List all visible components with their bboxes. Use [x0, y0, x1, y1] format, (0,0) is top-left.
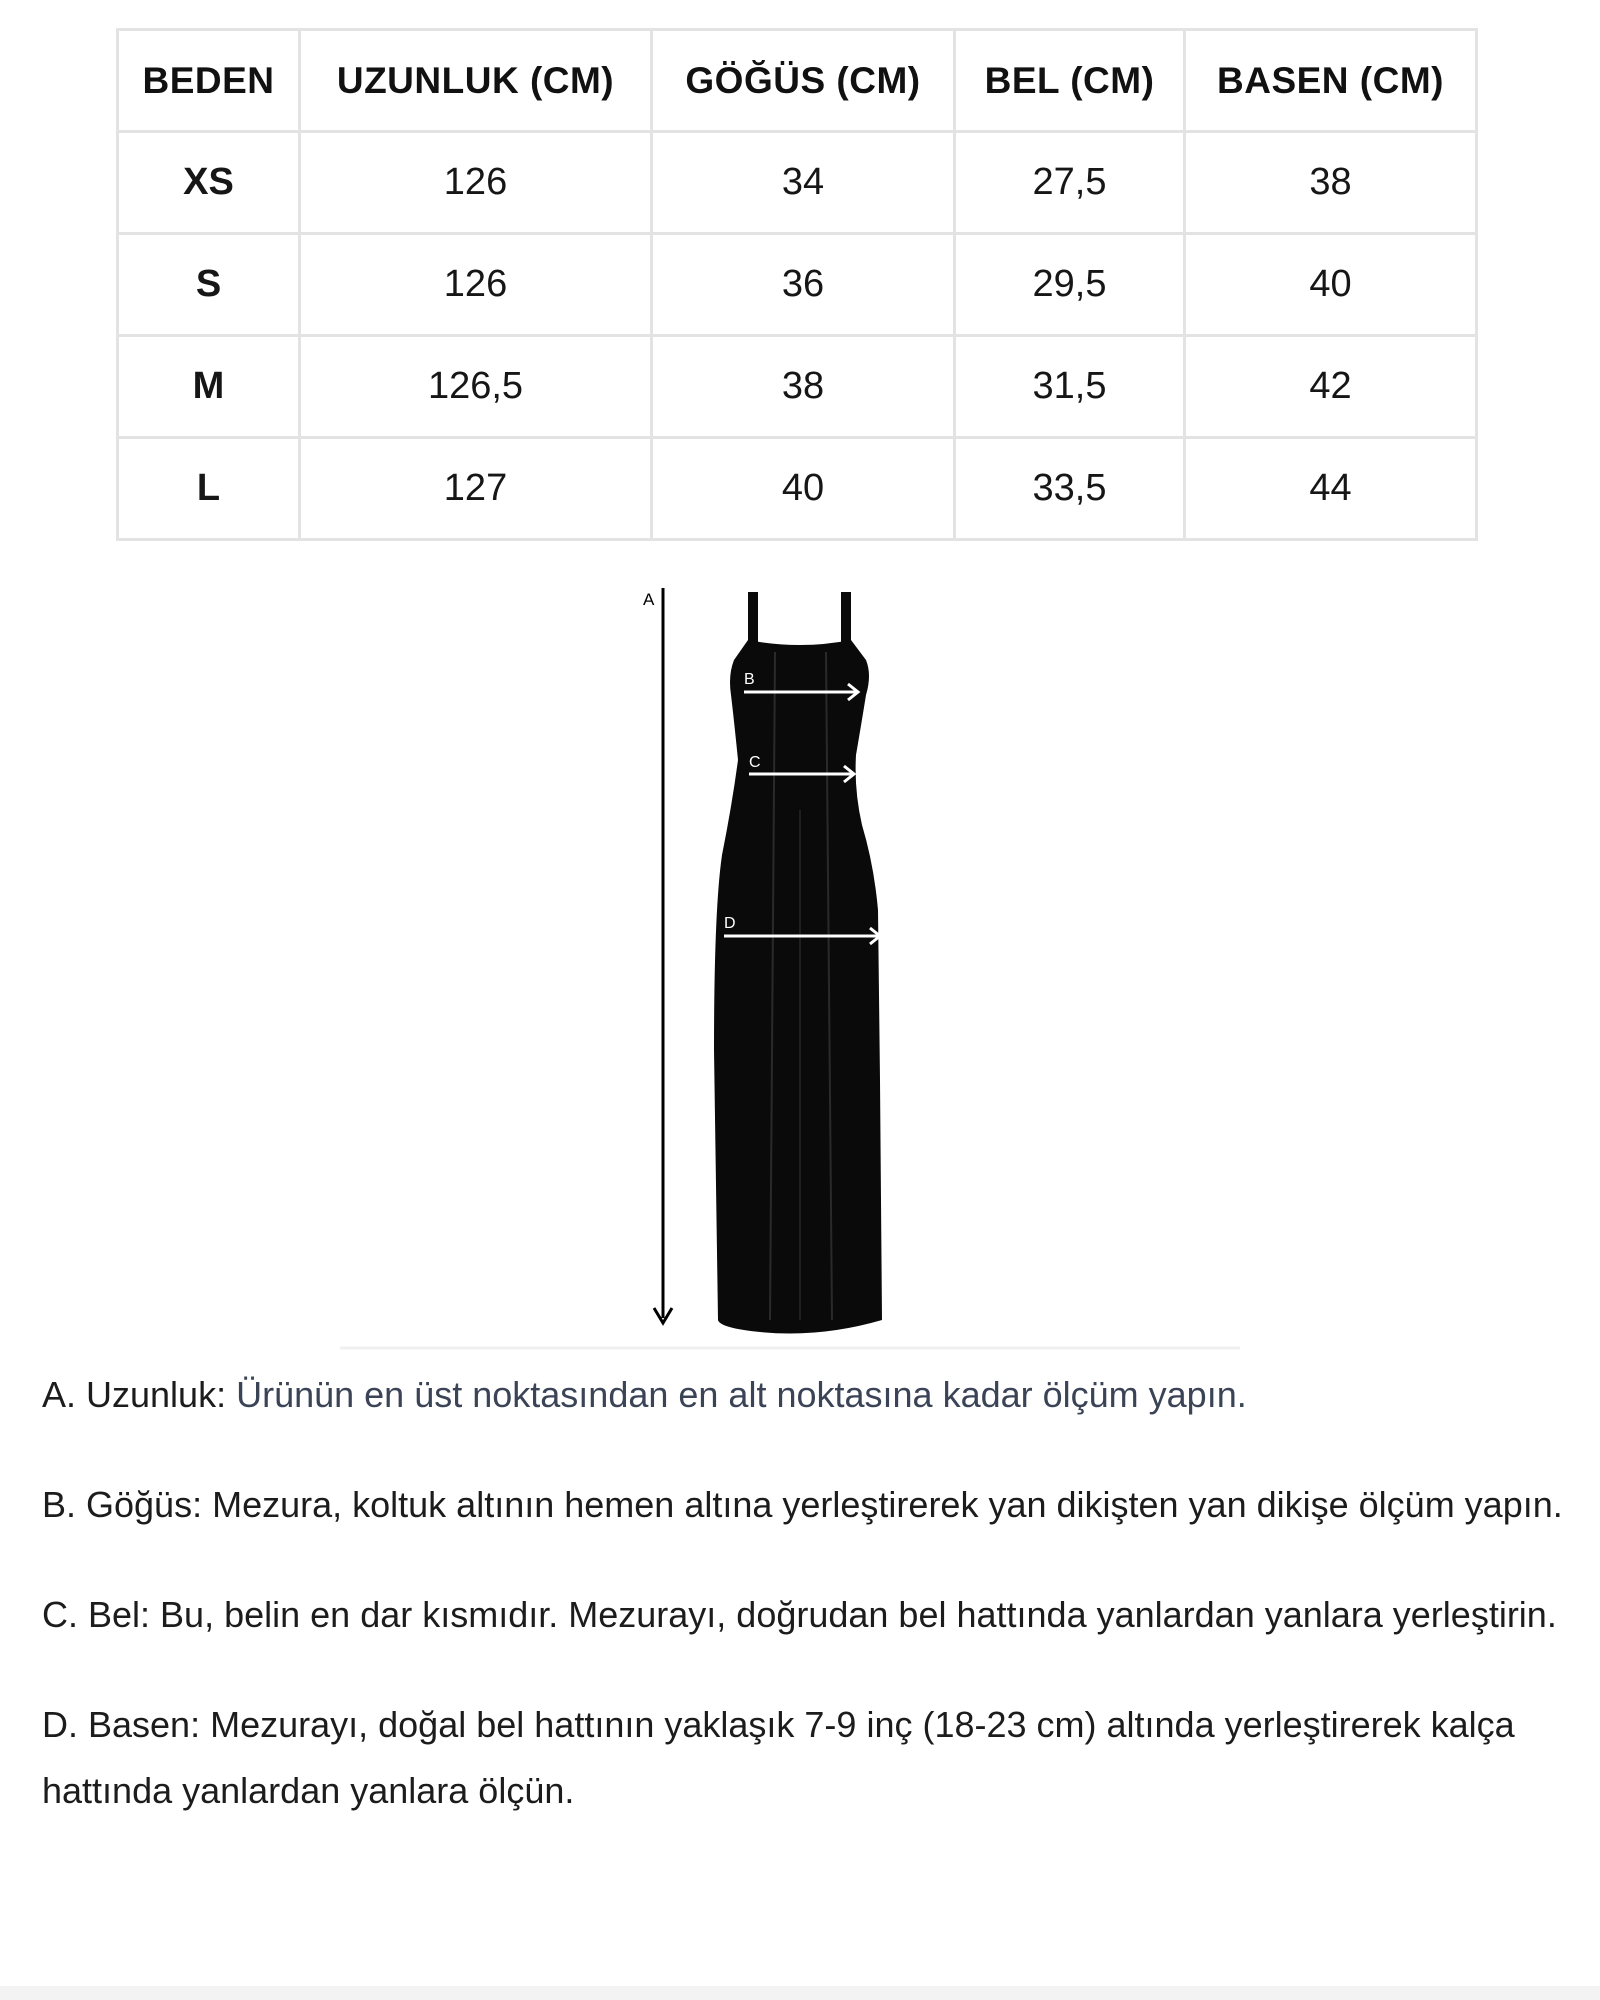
- cell-waist: 27,5: [955, 132, 1185, 234]
- cell-chest: 38: [652, 336, 955, 438]
- label-b: B: [744, 671, 755, 688]
- instruction-term: A. Uzunluk:: [42, 1374, 227, 1415]
- instruction-chest: [42, 1472, 1572, 1538]
- cell-chest: 34: [652, 132, 955, 234]
- cell-waist: 29,5: [955, 234, 1185, 336]
- bottom-divider: [0, 1986, 1600, 2000]
- instruction-term: C. Bel:: [42, 1594, 151, 1635]
- cell-length: 126: [300, 132, 652, 234]
- instruction-text: Ürünün en üst noktasından en alt noktasına kadar ölçüm yapın.: [226, 1374, 1247, 1415]
- cell-hip: 40: [1185, 234, 1477, 336]
- cell-length: 126: [300, 234, 652, 336]
- measurement-instructions: [42, 1362, 1572, 1868]
- label-c: C: [749, 754, 761, 771]
- cell-length: 127: [300, 438, 652, 540]
- dress-body: [714, 640, 882, 1334]
- cell-hip: 38: [1185, 132, 1477, 234]
- instruction-text: Bu, belin en dar kısmıdır. Mezurayı, doğrudan bel hattında yanlardan yanlara yerleştirin.: [150, 1594, 1557, 1635]
- instruction-term: B. Göğüs:: [42, 1484, 203, 1525]
- dress-measurement-figure: [0, 580, 1600, 1350]
- label-d: D: [724, 915, 736, 932]
- header-waist: BEL (CM): [955, 30, 1185, 132]
- header-chest: GÖĞÜS (CM): [652, 30, 955, 132]
- instruction-text: Mezura, koltuk altının hemen altına yerleştirerek yan dikişten yan dikişe ölçüm yapın.: [202, 1484, 1563, 1525]
- cell-size: S: [118, 234, 300, 336]
- instruction-term: D. Basen:: [42, 1704, 201, 1745]
- table-row: [118, 234, 1477, 336]
- instruction-length: [42, 1362, 1572, 1428]
- cell-waist: 33,5: [955, 438, 1185, 540]
- header-size: BEDEN: [118, 30, 300, 132]
- cell-size: XS: [118, 132, 300, 234]
- instruction-hip: [42, 1692, 1572, 1824]
- cell-size: M: [118, 336, 300, 438]
- cell-chest: 36: [652, 234, 955, 336]
- instruction-text: Mezurayı, doğal bel hattının yaklaşık 7-9 inç (18-23 cm) altında yerleştirerek kalça hattında yanlardan yanlara ölçün.: [42, 1704, 1515, 1811]
- instruction-waist: [42, 1582, 1572, 1648]
- cell-chest: 40: [652, 438, 955, 540]
- table-row: [118, 438, 1477, 540]
- size-chart-table: [116, 28, 1478, 541]
- table-row: [118, 336, 1477, 438]
- header-length: UZUNLUK (CM): [300, 30, 652, 132]
- table-row: [118, 132, 1477, 234]
- header-hip: BASEN (CM): [1185, 30, 1477, 132]
- cell-hip: 44: [1185, 438, 1477, 540]
- dress-illustration: [0, 580, 1600, 1350]
- cell-size: L: [118, 438, 300, 540]
- cell-length: 126,5: [300, 336, 652, 438]
- label-a: A: [643, 590, 655, 609]
- cell-hip: 42: [1185, 336, 1477, 438]
- cell-waist: 31,5: [955, 336, 1185, 438]
- table-header-row: [118, 30, 1477, 132]
